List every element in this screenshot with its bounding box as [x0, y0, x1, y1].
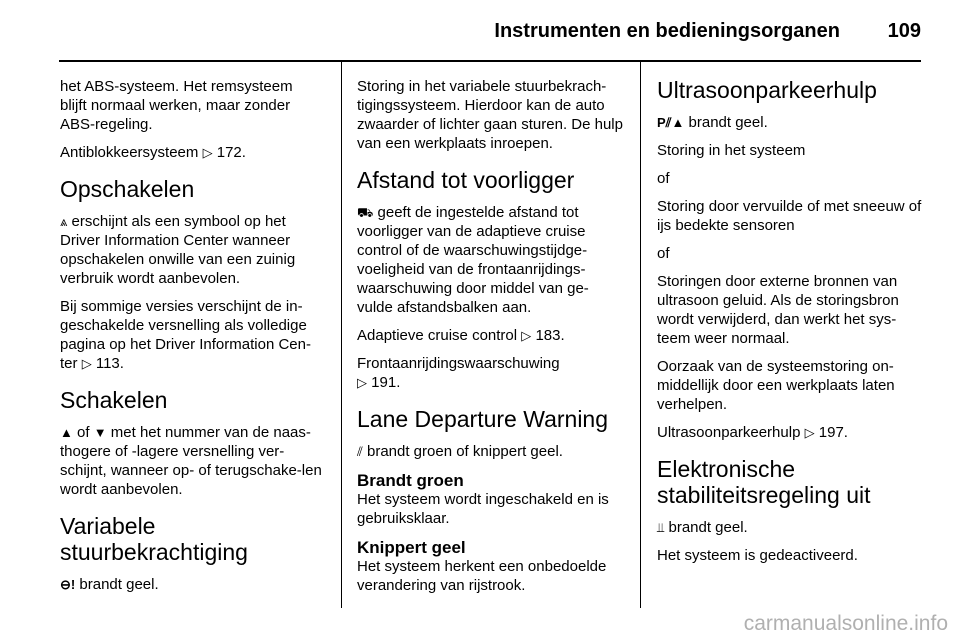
heading-lane-departure: Lane Departure Warning [357, 406, 609, 432]
arrow-down-icon: ▼ [93, 425, 107, 440]
abs-paragraph: het ABS-systeem. Het remsysteem blijft normaal werken, maar zonder ABS-regeling. [60, 78, 293, 133]
abs-ref-text: Antiblokkeersysteem [60, 144, 199, 161]
ultrasoon-reference: Ultrasoonparkeerhulp ▷ 197. [657, 424, 848, 441]
page-number: 109 [887, 20, 921, 42]
ultrasoon-ref-page[interactable]: 197. [818, 424, 848, 441]
upshift-icon: ⩓ [60, 214, 68, 229]
esp-deactivated: Het systeem is gedeactiveerd. [657, 547, 858, 564]
lane-paragraph: ⫽ brandt groen of knippert geel. [357, 443, 563, 460]
storing-extern: Storingen door externe bronnen van ultrasoon geluid. Als de storingsbron wordt verwijderd, dan werkt het sys-teem weer normaal. [657, 273, 899, 347]
versnelling-paragraph: Bij sommige versies verschijnt de in-geschakelde versnelling als volledige pagina op het Driver Information Cen-ter ▷ 113. [60, 298, 311, 372]
storing-sensoren: Storing door vervuilde of met sneeuw of ijs bedekte sensoren [657, 198, 922, 234]
page-ref-arrow-icon: ▷ [81, 356, 92, 371]
acc-ref-page[interactable]: 183. [535, 327, 565, 344]
heading-afstand: Afstand tot voorligger [357, 167, 575, 193]
ultrasoon-paragraph: P⫽▲ brandt geel. [657, 114, 768, 131]
heading-brandt-groen: Brandt groen [357, 471, 464, 490]
page-ref-arrow-icon: ▷ [804, 425, 815, 440]
heading-schakelen: Schakelen [60, 387, 168, 413]
page-ref-arrow-icon: ▷ [357, 375, 367, 390]
watermark: carmanualsonline.info [743, 612, 948, 635]
lane-departure-icon: ⫽ [357, 444, 363, 459]
fcw-reference: Frontaanrijdingswaarschuwing ▷ 191. [357, 355, 560, 391]
heading-ultrasoon: Ultrasoonparkeerhulp [657, 77, 877, 103]
storing-systeem: Storing in het systeem [657, 142, 806, 159]
header-divider [59, 60, 921, 62]
heading-esp: Elektronische stabiliteitsregeling uit [657, 456, 871, 508]
opschakelen-paragraph: ⩓ erschijnt als een symbool op het Driver Information Center wanneer opschakelen onwille van een zuinig verbruik wordt aanbevolen. [60, 213, 296, 287]
esp-paragraph: ⫫ brandt geel. [657, 519, 748, 536]
abs-reference [60, 143, 322, 162]
abs-ref-page[interactable]: 172. [216, 144, 246, 161]
variabele-paragraph: ⊖! brandt geel. [60, 576, 159, 593]
afstand-paragraph: ⛟ geeft de ingestelde afstand tot voorligger van de adaptieve cruise control of de waarschuwingstijdge-voeligheid van de frontaanrijdings-waarschuwing door middel van ge-vulde afstandsbalken aan. [357, 204, 589, 316]
of-2: of [657, 245, 670, 262]
page-ref-arrow-icon: ▷ [202, 145, 213, 160]
column-2 [357, 77, 623, 604]
acc-reference: Adaptieve cruise control ▷ 183. [357, 327, 565, 344]
parking-assist-icon: P⫽▲ [657, 115, 685, 130]
column-divider-1 [341, 62, 342, 608]
column-3 [657, 77, 922, 574]
brandt-groen-paragraph: Het systeem wordt ingeschakeld en is gebruiksklaar. [357, 491, 609, 527]
heading-opschakelen: Opschakelen [60, 176, 195, 202]
steering-warning-icon: ⊖! [60, 577, 76, 592]
page-title: Instrumenten en bedieningsorganen [494, 20, 840, 42]
arrow-up-icon: ▲ [60, 425, 73, 440]
page-ref-arrow-icon: ▷ [521, 328, 532, 343]
page-header [0, 0, 960, 60]
dic-ref-page[interactable]: 113. [95, 355, 124, 372]
esp-off-icon: ⫫ [657, 520, 665, 535]
fcw-ref-page[interactable]: 191. [371, 374, 401, 391]
schakelen-paragraph: ▲ of ▼ met het nummer van de naas-thogere of -lagere versnelling ver-schijnt, wanneer op- of terugschake-len wordt aanbevolen. [60, 424, 322, 498]
heading-knippert-geel: Knippert geel [357, 538, 466, 557]
stuur-storing-paragraph: Storing in het variabele stuurbekrach-tigingssysteem. Hierdoor kan de auto zwaarder of lichter gaan sturen. De hulp van een werkplaats inroepen. [357, 78, 623, 152]
column-divider-2 [640, 62, 641, 608]
of-1: of [657, 170, 670, 187]
heading-variabele: Variabele stuurbekrachtiging [60, 513, 248, 565]
oorzaak-paragraph: Oorzaak van de systeemstoring on-middellijk door een werkplaats laten verhelpen. [657, 358, 895, 413]
column-1 [60, 77, 322, 603]
knippert-geel-paragraph: Het systeem herkent een onbedoelde verandering van rijstrook. [357, 558, 607, 594]
vehicle-distance-icon: ⛟ [357, 205, 374, 220]
